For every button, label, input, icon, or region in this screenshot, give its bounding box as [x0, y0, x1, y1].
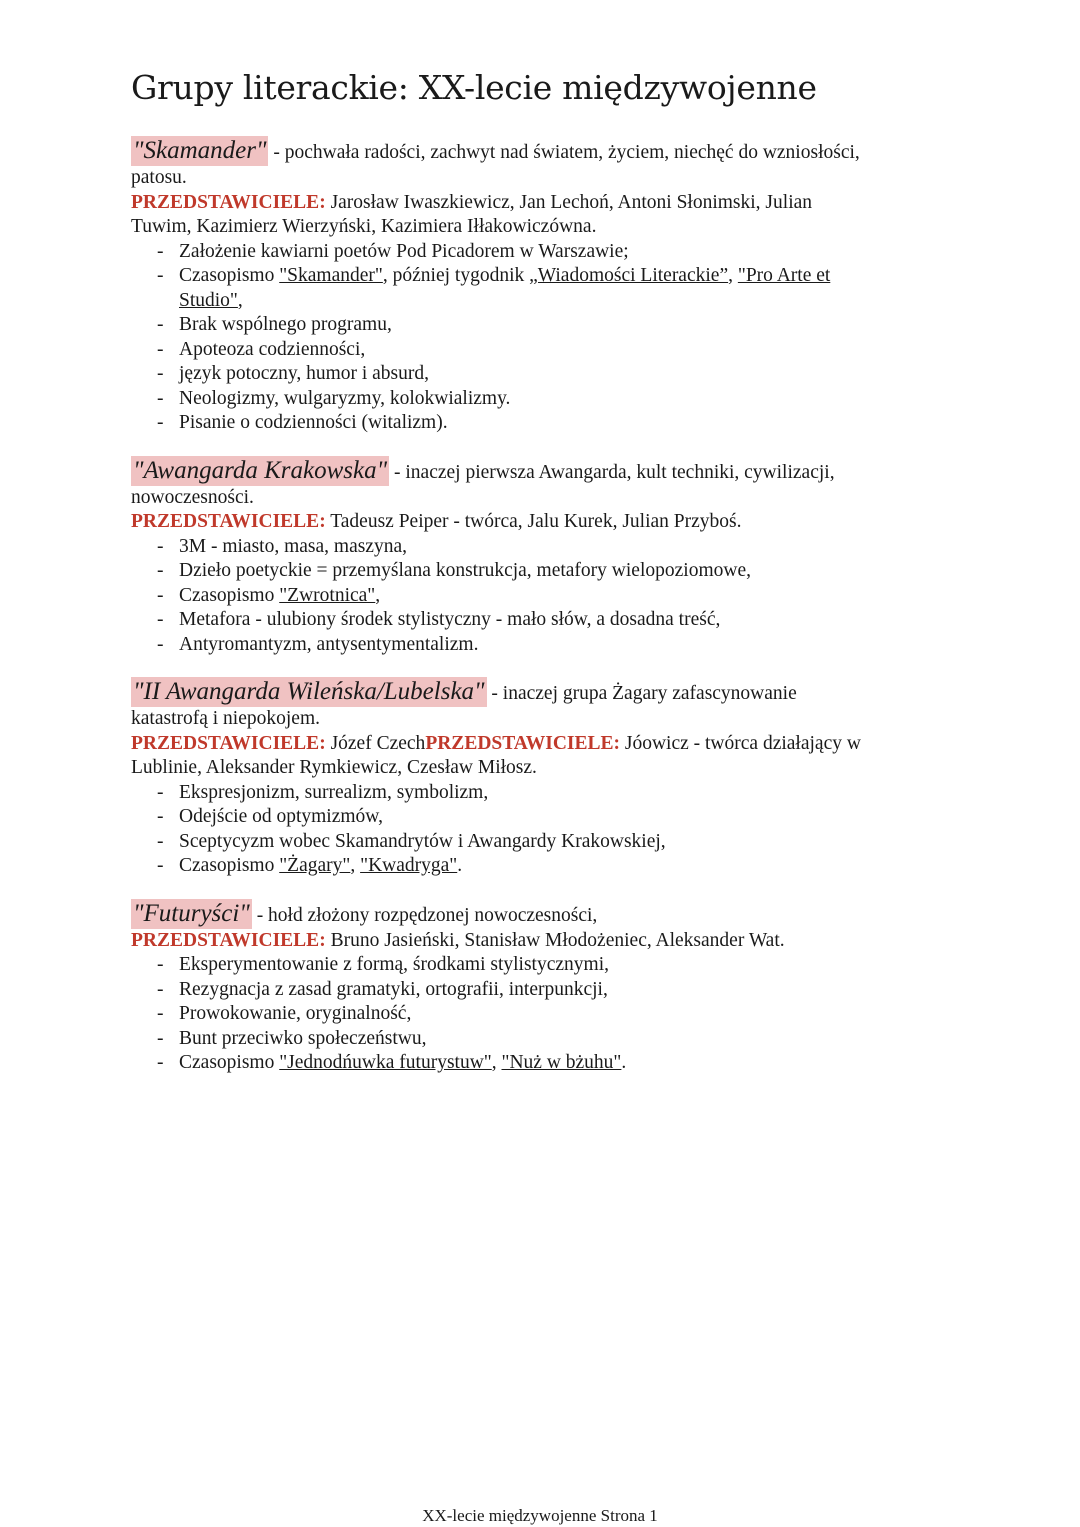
list-item: - Metafora - ulubiony środek stylistyczny - mało słów, a dosadna treść, [157, 608, 871, 633]
representatives-label: PRZEDSTAWICIELE: [131, 191, 326, 213]
group-description: - inaczej pierwsza Awangarda, kult techniki, cywilizacji, nowoczesności. [131, 461, 835, 508]
list-item: - Eksperymentowanie z formą, środkami stylistycznymi, [157, 953, 871, 978]
journal-sep: , [491, 1052, 502, 1073]
journal-prefix: Czasopismo [179, 584, 280, 606]
representatives [131, 732, 871, 781]
feature-list [131, 781, 871, 879]
journal-prefix: Czasopismo [179, 265, 280, 286]
page-title: Grupy literackie: XX-lecie międzywojenne [131, 68, 817, 107]
journal-suffix: , [237, 289, 243, 311]
journal-prefix: Czasopismo [179, 1052, 280, 1073]
journal-link-kwadryga[interactable]: "Kwadryga" [360, 855, 458, 876]
section-heading [131, 677, 871, 732]
representatives-label: PRZEDSTAWICIELE: [425, 732, 620, 754]
group-name-highlight: "Awangarda Krakowska" [133, 456, 388, 484]
list-item-journal [157, 1051, 871, 1076]
journal-link-skamander[interactable]: "Skamander" [279, 265, 383, 286]
list-item-journal [157, 584, 871, 609]
representatives [131, 191, 871, 240]
group-description: - pochwała radości, zachwyt nad światem, życiem, niechęć do wzniosłości, patosu. [131, 142, 860, 188]
journal-link-zagary[interactable]: "Żagary" [279, 855, 351, 876]
representatives-names: Jóowicz - twórca działający w Lublinie, Aleksander Rymkiewicz, Czesław Miłosz. [131, 732, 861, 778]
representatives-names: Jarosław Iwaszkiewicz, Jan Lechoń, Antoni Słonimski, Julian Tuwim, Kazimierz Wierzyński, Kazimiera Iłłakowiczówna. [131, 191, 813, 237]
journal-text: , później tygodnik [382, 265, 530, 286]
journal-link-nuz-w-bzuhu[interactable]: "Nuż w bżuhu" [501, 1052, 622, 1073]
list-item: - Odejście od optymizmów, [157, 805, 871, 830]
section-heading [131, 456, 871, 511]
list-item: - Ekspresjonizm, surrealizm, symbolizm, [157, 781, 871, 806]
feature-list [131, 535, 871, 658]
feature-list [131, 953, 871, 1076]
list-item: - Antyromantyzm, antysentymentalizm. [157, 633, 871, 658]
journal-link-zwrotnica[interactable]: "Zwrotnica" [279, 584, 376, 606]
representatives [131, 929, 871, 954]
list-item-journal [157, 264, 871, 313]
journal-suffix: , [375, 584, 381, 606]
list-item: - Sceptycyzm wobec Skamandrytów i Awangardy Krakowskiej, [157, 830, 871, 855]
section-ii-awangarda [131, 677, 871, 879]
representatives-names: Józef Czech [325, 732, 426, 754]
group-name-highlight: "Skamander" [133, 137, 267, 164]
journal-link-wiadomosci[interactable]: „Wiadomości Literackie” [529, 265, 729, 286]
group-description: - inaczej grupa Żagary zafascynowanie katastrofą i niepokojem. [131, 683, 797, 729]
feature-list [131, 240, 871, 436]
page-content [131, 62, 871, 1096]
group-name-highlight: "Futuryści" [133, 899, 250, 927]
journal-suffix: . [621, 1052, 627, 1073]
representatives-label: PRZEDSTAWICIELE: [131, 511, 326, 532]
section-heading [131, 136, 871, 191]
representatives-names: Bruno Jasieński, Stanisław Młodożeniec, Aleksander Wat. [325, 929, 785, 951]
list-item: - Pisanie o codzienności (witalizm). [157, 411, 871, 436]
section-futurysci [131, 899, 871, 1076]
journal-prefix: Czasopismo [179, 855, 280, 876]
section-skamander [131, 136, 871, 436]
group-description: - hołd złożony rozpędzonej nowoczesności, [251, 904, 598, 926]
list-item: - Założenie kawiarni poetów Pod Picadorem w Warszawie; [157, 240, 871, 265]
representatives-label: PRZEDSTAWICIELE: [131, 929, 326, 951]
list-item-journal [157, 854, 871, 879]
list-item: - 3M - miasto, masa, maszyna, [157, 535, 871, 560]
representatives-names: Tadeusz Peiper - twórca, Jalu Kurek, Julian Przyboś. [325, 511, 742, 532]
journal-suffix: . [457, 855, 463, 876]
page-footer: XX-lecie międzywojenne Strona 1 [422, 1506, 658, 1525]
group-name-highlight: "II Awangarda Wileńska/Lubelska" [133, 678, 485, 705]
journal-link-pro-arte[interactable]: "Pro Arte et Studio" [179, 265, 831, 311]
representatives-label: PRZEDSTAWICIELE: [131, 732, 326, 754]
list-item: - Apoteoza codzienności, [157, 338, 871, 363]
section-awangarda-krakowska [131, 456, 871, 658]
list-item: - Neologizmy, wulgaryzmy, kolokwializmy. [157, 387, 871, 412]
section-heading [131, 899, 871, 929]
list-item: - Rezygnacja z zasad gramatyki, ortografii, interpunkcji, [157, 978, 871, 1003]
list-item: - Dzieło poetyckie = przemyślana konstrukcja, metafory wielopoziomowe, [157, 559, 871, 584]
representatives [131, 510, 871, 535]
journal-sep: , [350, 855, 361, 876]
list-item: - Brak wspólnego programu, [157, 313, 871, 338]
list-item: - język potoczny, humor i absurd, [157, 362, 871, 387]
journal-sep: , [728, 265, 738, 286]
list-item: - Bunt przeciwko społeczeństwu, [157, 1027, 871, 1052]
journal-link-jednodnuwka[interactable]: "Jednodńuwka futurystuw" [279, 1052, 492, 1073]
list-item: - Prowokowanie, oryginalność, [157, 1002, 871, 1027]
